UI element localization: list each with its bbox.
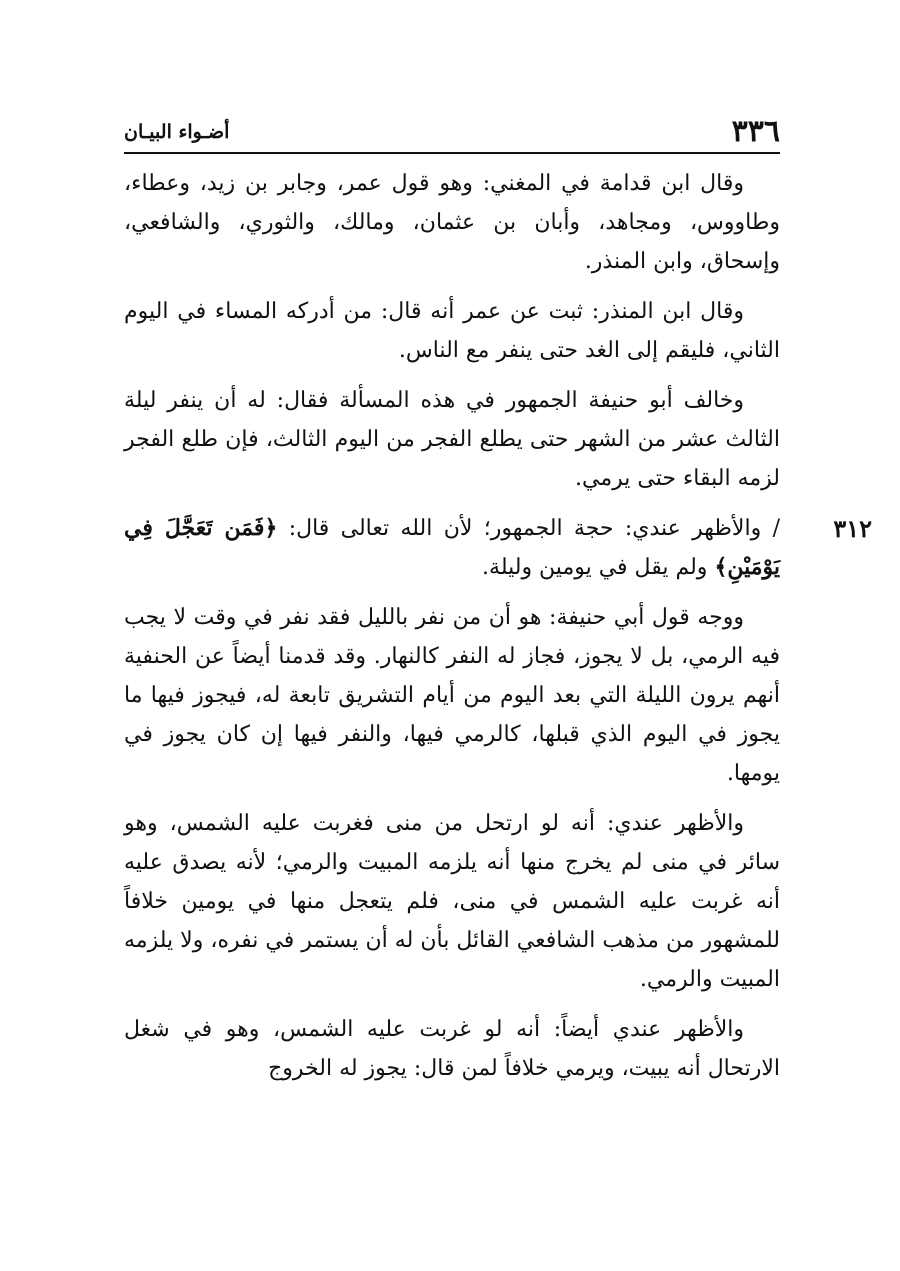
paragraph-text: والأظهر عندي أيضاً: أنه لو غربت عليه الشمس، وهو في شغل الارتحال أنه يبيت، ويرمي خلافاً لمن قال: يجوز له الخروج xyxy=(124,1017,780,1081)
paragraph-abu-hanifa-dissent xyxy=(124,381,780,498)
paragraph-text: والأظهر عندي: أنه لو ارتحل من منى فغربت عليه الشمس، وهو سائر في منى لم يخرج منها أنه يلزمه المبيت والرمي؛ لأنه يصدق عليه أنه غربت عليه الشمس في منى، فلم يتعجل منها في يومين خلافاً للمشهور من مذهب الشافعي القائل بأن له أن يستمر في نفره، ولا يلزمه المبيت والرمي. xyxy=(124,811,780,992)
paragraph-text-after: ولم يقل في يومين وليلة. xyxy=(482,555,708,580)
paragraph-abu-hanifa-reasoning xyxy=(124,598,780,793)
book-page xyxy=(124,0,872,1271)
paragraph-text: وقال ابن قدامة في المغني: وهو قول عمر، وجابر بن زيد، وعطاء، وطاووس، ومجاهد، وأبان بن عثمان، ومالك، والثوري، والشافعي، وإسحاق، وابن المنذر. xyxy=(124,171,780,274)
page-number: ٣٣٦ xyxy=(731,114,780,149)
paragraph-ibn-qudamah xyxy=(124,164,780,281)
paragraph-text: ووجه قول أبي حنيفة: هو أن من نفر بالليل فقد نفر في وقت لا يجب فيه الرمي، بل لا يجوز، فجاز له النفر كالنهار. وقد قدمنا أيضاً عن الحنفية أنهم يرون الليلة التي بعد اليوم من أيام التشريق تابعة له، فيجوز فيها ما يجوز في اليوم الذي قبلها، كالرمي فيها، والنفر فيها إن كان يجوز في يومها. xyxy=(124,605,780,786)
paragraph-departure-occupation xyxy=(124,1010,780,1088)
body-text xyxy=(124,164,872,1099)
paragraph-text: وقال ابن المنذر: ثبت عن عمر أنه قال: من أدركه المساء في اليوم الثاني، فليقم إلى الغد حتى ينفر مع الناس. xyxy=(124,299,780,363)
book-title: أضـواء البيـان xyxy=(124,121,230,143)
paragraph-text: وخالف أبو حنيفة الجمهور في هذه المسألة فقال: له أن ينفر ليلة الثالث عشر من الشهر حتى يطلع الفجر من اليوم الثالث، فإن طلع الفجر لزمه البقاء حتى يرمي. xyxy=(124,388,780,491)
running-header xyxy=(124,112,780,154)
paragraph-text: والأظهر عندي: حجة الجمهور؛ لأن الله تعالى قال: xyxy=(288,516,762,541)
quran-verse: ﴿فَمَن تَعَجَّلَ فِي يَوْمَيْنِ﴾ xyxy=(124,515,780,580)
margin-page-number: ٣١٢ xyxy=(833,514,872,543)
page-break-marker: / xyxy=(772,516,780,541)
paragraph-sunset-in-mina xyxy=(124,804,780,999)
paragraph-majority-evidence xyxy=(124,509,872,587)
paragraph-ibn-al-mundhir xyxy=(124,292,780,370)
